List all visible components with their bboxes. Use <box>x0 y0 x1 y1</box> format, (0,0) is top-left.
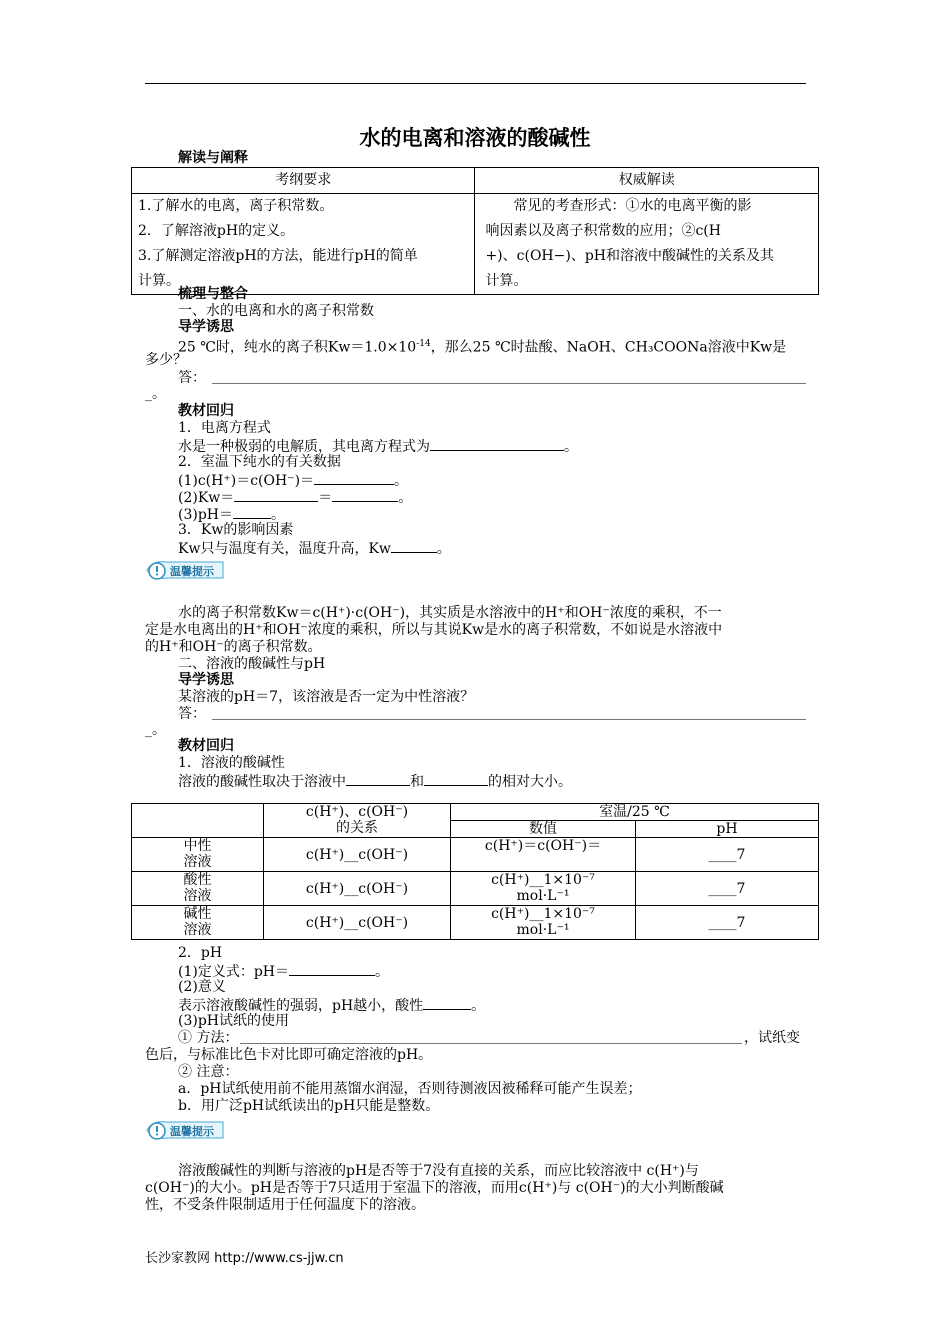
acidity-blank-1[interactable] <box>346 772 410 786</box>
row-ph: ____7 <box>636 906 819 940</box>
review-item-3: 3．Kw的影响因素 <box>178 522 294 538</box>
answer-blank[interactable] <box>212 719 806 720</box>
tip1-line: 的H⁺和OH⁻的离子积常数。 <box>145 639 322 655</box>
acidity-blank-2[interactable] <box>424 772 488 786</box>
method-cont: 色后，与标准比色卡对比即可确定溶液的pH。 <box>145 1047 433 1063</box>
row-value: c(H⁺)__1×10⁻⁷ mol·L⁻¹ <box>451 906 636 940</box>
req-line: 3.了解测定溶液pH的方法，能进行pH的简单 <box>138 248 418 264</box>
ionization-equation: 水是一种极弱的电解质，其电离方程式为 。 <box>178 439 578 455</box>
ph-meaning: (2)意义 <box>178 979 226 995</box>
exam-table-interpretation <box>475 194 819 295</box>
review-item-2: 2．pH <box>178 945 223 961</box>
row-value: c(H⁺)__1×10⁻⁷ mol·L⁻¹ <box>451 872 636 906</box>
req-line: 计算。 <box>138 273 180 289</box>
method-blank[interactable] <box>240 1043 742 1044</box>
equation-blank[interactable] <box>430 437 564 451</box>
section-read: 解读与阐释 <box>178 150 248 166</box>
tip2-line: 性，不受条件限制适用于任何温度下的溶液。 <box>145 1197 425 1213</box>
exam-table-head-left: 考纲要求 <box>132 168 475 194</box>
review-heading: 教材回归 <box>178 738 234 754</box>
note-a: a．pH试纸使用前不能用蒸馏水润湿，否则待测液因被稀释可能产生误差； <box>178 1081 642 1097</box>
ph-definition: (1)定义式：pH＝ 。 <box>178 964 390 980</box>
review-heading: 教材回归 <box>178 403 234 419</box>
tip1-line: 水的离子积常数Kw＝c(H⁺)·c(OH⁻)，其实质是水溶液中的H⁺和OH⁻浓度的乘积，不一 <box>178 605 722 621</box>
concentration-line: (1)c(H⁺)＝c(OH⁻)＝ 。 <box>178 473 409 489</box>
exam-table-head-right: 权威解读 <box>475 168 819 194</box>
row-name: 碱性 溶液 <box>132 906 264 940</box>
review-item-1: 1．溶液的酸碱性 <box>178 755 285 771</box>
method-label: ① 方法： <box>178 1030 239 1046</box>
acidity-trend-blank[interactable] <box>423 996 471 1010</box>
row-relation: c(H⁺)__c(OH⁻) <box>264 872 451 906</box>
ph-blank[interactable] <box>233 505 271 519</box>
room-temp-header: 室温/25 ℃ <box>451 804 819 821</box>
acidity-table <box>131 803 819 940</box>
ph-meaning-text: 表示溶液酸碱性的强弱，pH越小，酸性 。 <box>178 998 486 1014</box>
guide-heading: 导学诱思 <box>178 672 234 688</box>
row-name: 酸性 溶液 <box>132 872 264 906</box>
req-line: 2．了解溶液pH的定义。 <box>138 223 295 239</box>
concentration-blank[interactable] <box>314 471 394 485</box>
row-relation: c(H⁺)__c(OH⁻) <box>264 906 451 940</box>
tip1-line: 定是水电离出的H⁺和OH⁻浓度的乘积，所以与其说Kw是水的离子积常数，不如说是水溶液中 <box>145 622 723 638</box>
table-row <box>132 838 819 872</box>
kw-line: (2)Kw＝ ＝ 。 <box>178 490 413 506</box>
kw-blank-2[interactable] <box>332 488 398 502</box>
kw-temperature: Kw只与温度有关，温度升高，Kw 。 <box>178 541 451 557</box>
question-1: 25 ℃时，纯水的离子积$Kw=1.0\times 10^{-14}$，那么25 ℃时盐酸、NaOH、CH₃COONa溶液中Kw是 <box>178 339 787 356</box>
tip2-line: 溶液酸碱性的判断与溶液的pH是否等于7没有直接的关系，而应比较溶液中 c(H⁺)与 <box>178 1163 699 1179</box>
row-ph: ____7 <box>636 872 819 906</box>
req-line: 1.了解水的电离，离子积常数。 <box>138 198 334 214</box>
method-end: ，试纸变 <box>744 1030 800 1046</box>
guide-heading: 导学诱思 <box>178 319 234 335</box>
part2-title: 二、溶液的酸碱性与pH <box>178 656 326 672</box>
relation-header: c(H⁺)、c(OH⁻) 的关系 <box>264 804 451 838</box>
question-2: 某溶液的pH＝7，该溶液是否一定为中性溶液？ <box>178 689 475 705</box>
answer-label: 答： <box>178 706 206 722</box>
kw-temp-blank[interactable] <box>391 539 437 553</box>
answer-end: _。 <box>145 722 166 738</box>
interp-line: 计算。 <box>485 273 528 289</box>
exam-table <box>131 167 819 295</box>
value-header: 数值 <box>451 821 636 838</box>
tip-label: 温馨提示 <box>170 1125 214 1138</box>
answer-end: _。 <box>145 386 166 402</box>
row-ph: ____7 <box>636 838 819 872</box>
tip-icon <box>143 1118 225 1142</box>
review-item-2: 2．室温下纯水的有关数据 <box>178 454 341 470</box>
answer-blank[interactable] <box>212 383 806 384</box>
header-rule <box>145 83 806 84</box>
ph-header: pH <box>636 821 819 838</box>
interp-line: +)、c(OH−)、pH和溶液中酸碱性的关系及其 <box>485 248 774 264</box>
row-name: 中性 溶液 <box>132 838 264 872</box>
table-row <box>132 872 819 906</box>
interp-line: 常见的考查形式：①水的电离平衡的影 <box>513 198 752 214</box>
interp-line: 响因素以及离子积常数的应用；②c(H <box>485 223 721 239</box>
table-corner <box>132 804 264 838</box>
row-relation: c(H⁺)__c(OH⁻) <box>264 838 451 872</box>
tip2-line: c(OH⁻)的大小。pH是否等于7只适用于室温下的溶液，而用c(H⁺)与 c(OH⁻)的大小判断酸碱 <box>145 1180 724 1196</box>
table-row <box>132 906 819 940</box>
ph-def-blank[interactable] <box>289 962 375 976</box>
question-1-cont: 多少？ <box>145 352 187 368</box>
review-item-1: 1．电离方程式 <box>178 420 271 436</box>
row-value: c(H⁺)＝c(OH⁻)＝ <box>451 838 636 872</box>
exam-table-requirements <box>132 194 475 295</box>
section-heading: 梳理与整合 <box>178 286 248 302</box>
ph-paper-usage: (3)pH试纸的使用 <box>178 1013 290 1029</box>
answer-label: 答： <box>178 370 206 386</box>
note-label: ② 注意： <box>178 1064 239 1080</box>
part1-title: 一、水的电离和水的离子积常数 <box>178 303 374 319</box>
tip-icon <box>143 558 225 582</box>
note-b: b．用广泛pH试纸读出的pH只能是整数。 <box>178 1098 440 1114</box>
tip-label: 温馨提示 <box>170 565 214 578</box>
ph-line: (3)pH＝ 。 <box>178 507 286 523</box>
page-title: 水的电离和溶液的酸碱性 <box>359 126 591 150</box>
kw-blank-1[interactable] <box>234 488 318 502</box>
acidity-line: 溶液的酸碱性取决于溶液中 和 的相对大小。 <box>178 774 572 790</box>
footer-site[interactable]: 长沙家教网 http://www.cs-jjw.cn <box>145 1251 344 1266</box>
